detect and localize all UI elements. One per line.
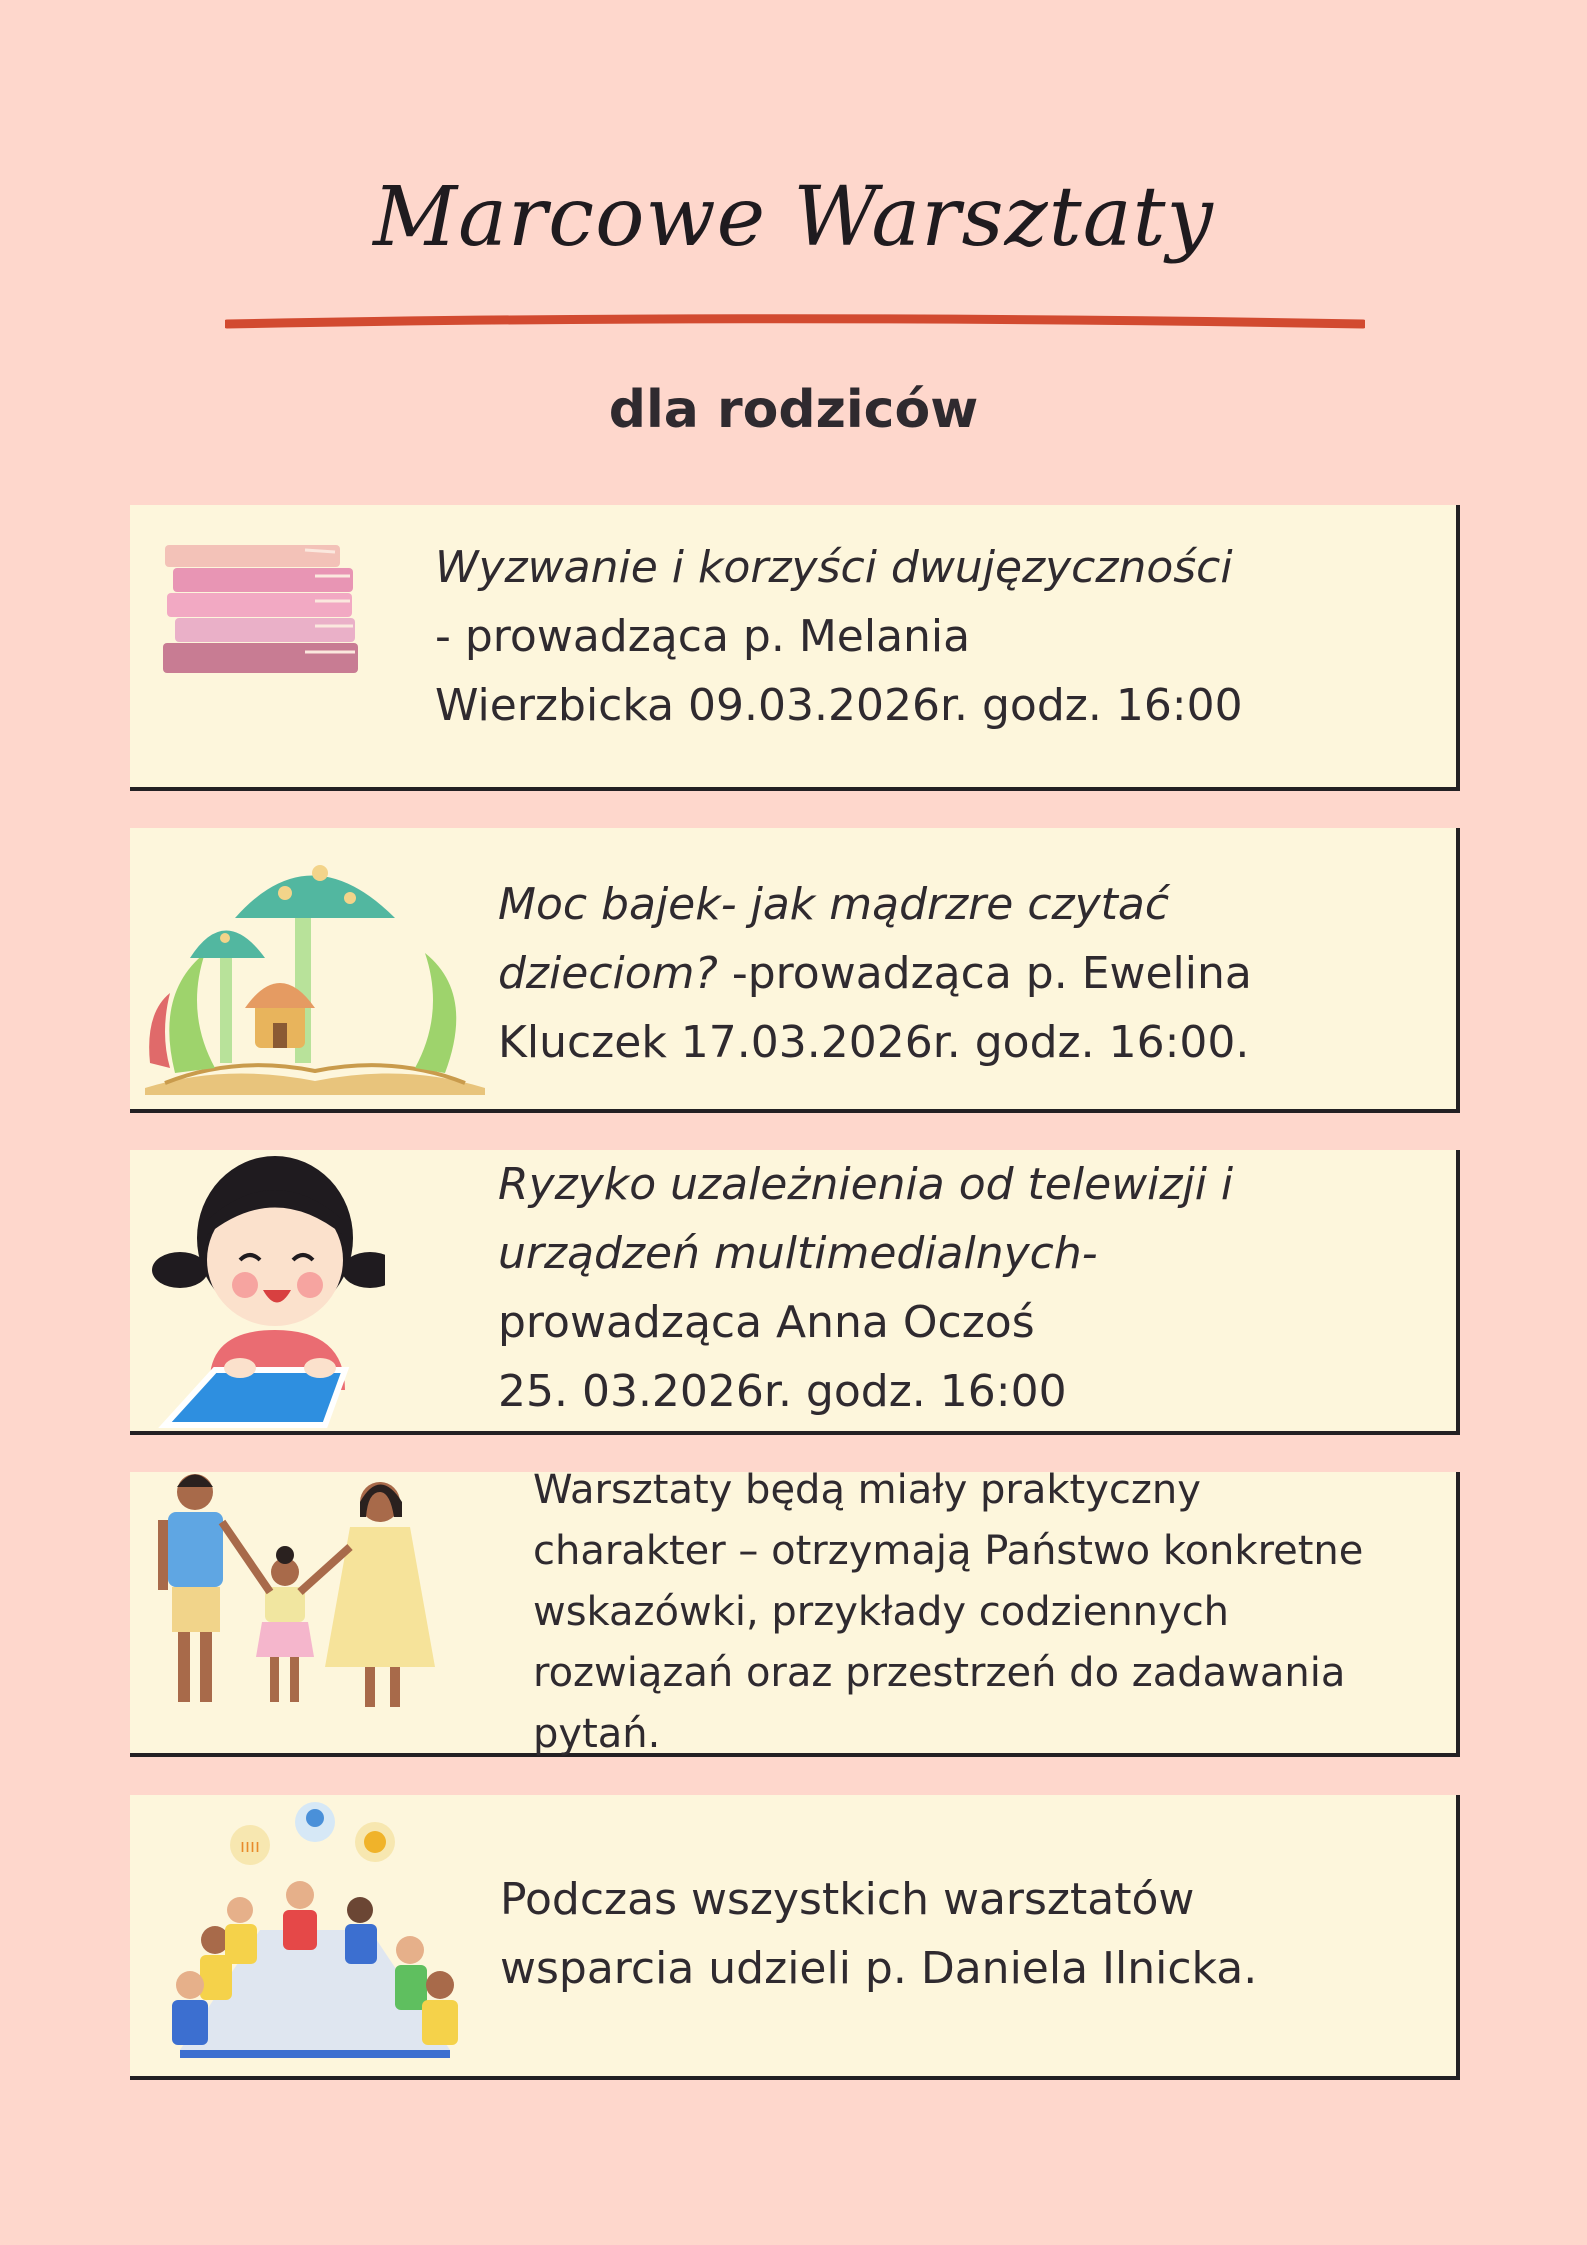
card-2-line-3: Kluczek 17.03.2026r. godz. 16:00. — [498, 1017, 1250, 1068]
workshop-card-3 — [130, 1150, 1460, 1435]
card-3-line-4: 25. 03.2026r. godz. 16:00 — [498, 1366, 1067, 1417]
card-5-line-1: Podczas wszystkich warsztatów — [500, 1874, 1195, 1925]
workshop-card-4 — [130, 1467, 1460, 1757]
card-3-line-3: prowadząca Anna Oczoś — [498, 1297, 1035, 1348]
page-title: Marcowe Warsztaty — [373, 170, 1214, 265]
title-underline — [225, 312, 1365, 336]
card-5-line-2: wsparcia udzieli p. Daniela Ilnicka. — [500, 1943, 1258, 1994]
card-4-line-4: rozwiązań oraz przestrzeń do zadawania — [533, 1650, 1346, 1696]
workshop-card-1 — [130, 505, 1460, 791]
svg-text:ıııı: ıııı — [239, 1836, 261, 1857]
card-2-line-1: Moc bajek- jak mądrzre czytać — [498, 879, 1170, 930]
books-icon — [155, 540, 365, 680]
page-subtitle: dla rodziców — [608, 380, 979, 440]
card-3-line-1: Ryzyko uzależnienia od telewizji i — [498, 1159, 1234, 1210]
girl-tablet-icon — [145, 1150, 385, 1430]
card-1-line-3: Wierzbicka 09.03.2026r. godz. 16:00 — [435, 680, 1243, 731]
workshop-card-5 — [130, 1795, 1460, 2080]
card-4-line-5: pytań. — [533, 1711, 661, 1757]
workshop-card-2 — [130, 828, 1460, 1113]
card-4-line-1: Warsztaty będą miały praktyczny — [533, 1467, 1201, 1513]
mushroom-book-icon — [135, 843, 495, 1103]
card-1-line-1: Wyzwanie i korzyści dwujęzyczności — [435, 542, 1233, 593]
card-3-line-2: urządzeń multimedialnych- — [498, 1228, 1098, 1279]
card-4-line-2: charakter – otrzymają Państwo konkretne — [533, 1528, 1364, 1574]
family-icon — [140, 1462, 450, 1732]
card-2-line-2: dzieciom? -prowadząca p. Ewelina — [498, 948, 1252, 999]
card-4-line-3: wskazówki, przykłady codziennych — [533, 1589, 1230, 1635]
card-1-line-2: - prowadząca p. Melania — [435, 611, 971, 662]
meeting-table-icon — [150, 1800, 480, 2070]
